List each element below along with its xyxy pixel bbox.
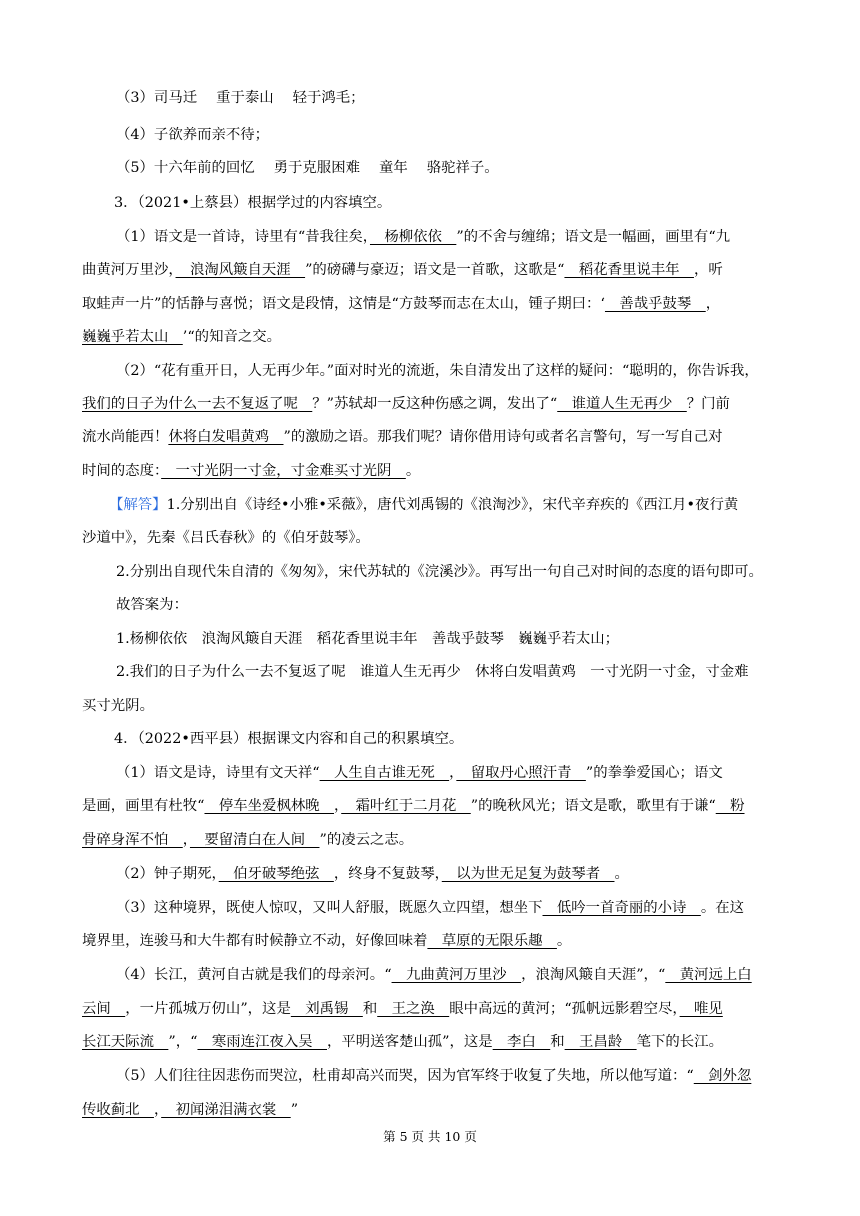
line-text: 和 bbox=[550, 1034, 565, 1050]
fill-blank-answer: 要留清白在人间 bbox=[189, 832, 320, 848]
text-line bbox=[0, 994, 723, 1024]
text-line bbox=[0, 322, 281, 352]
page-footer: 第 5 页 共 10 页 bbox=[383, 1129, 477, 1144]
line-text: （2）钟子期死， bbox=[116, 866, 219, 882]
line-text: 1.杨柳依依 浪淘风簸自天涯 稻花香里说丰年 善哉乎鼓琴 巍巍乎若太山； bbox=[116, 631, 620, 647]
line-text: ”的不舍与缠绵；语文是一幅画，画里有“九 bbox=[456, 229, 731, 245]
fill-blank-answer: 粉 bbox=[715, 798, 745, 814]
line-text: ，浪淘风簸自天涯”，“ bbox=[521, 967, 666, 983]
text-line bbox=[0, 422, 723, 452]
line-text: （5）十六年前的回忆 勇于克服困难 童年 骆驼祥子。 bbox=[116, 160, 499, 176]
line-text: 曲黄河万里沙， bbox=[82, 262, 176, 278]
line-text: 流水尚能西！ bbox=[82, 429, 169, 445]
answer-line bbox=[0, 490, 738, 520]
fill-blank-answer: 巍巍乎若太山 bbox=[82, 329, 183, 345]
fill-blank-answer: 停车坐爱枫林晚 bbox=[204, 798, 335, 814]
line-text: 。 bbox=[405, 463, 421, 479]
line-text: ，一片孤城万仞山”，这是 bbox=[125, 1001, 291, 1017]
fill-blank-answer: 唯见 bbox=[679, 1001, 723, 1017]
fill-blank-answer: 低吟一首奇丽的小诗 bbox=[542, 900, 701, 916]
line-text: 。 bbox=[614, 866, 629, 882]
line-text: 沙道中》，先秦《吕氏春秋》的《伯牙鼓琴》。 bbox=[82, 530, 370, 546]
line-text: （5）人们往往因悲伤而哭泣，杜甫却高兴而哭，因为官军终于收复了失地，所以他写道：“ bbox=[116, 1068, 694, 1084]
line-text: ，听 bbox=[693, 262, 723, 278]
line-text: ” bbox=[290, 1102, 299, 1118]
line-text: ”的凌云之志。 bbox=[319, 832, 414, 848]
fill-blank-answer: 云间 bbox=[82, 1001, 126, 1017]
line-text: 境界里，连骏马和大牛都有时候静立不动，好像回味着 bbox=[82, 933, 428, 949]
fill-blank-answer: 以为世无足复为鼓琴者 bbox=[441, 866, 615, 882]
text-line bbox=[0, 691, 154, 721]
fill-blank-answer: 杨柳依依 bbox=[369, 229, 457, 245]
line-text: （1）语文是诗，诗里有文天祥“ bbox=[116, 765, 320, 781]
fill-blank-answer: 善哉乎鼓琴 bbox=[604, 296, 706, 312]
text-line bbox=[0, 791, 745, 821]
text-line bbox=[0, 657, 749, 687]
fill-blank-answer: 寒雨连江夜入吴 bbox=[197, 1034, 327, 1050]
line-text: 笔下的长江。 bbox=[636, 1034, 723, 1050]
line-text: 2.分别出自现代朱自清的《匆匆》，宋代苏轼的《浣溪沙》。再写出一句自己对时间的态度的语句即可。 bbox=[116, 564, 763, 580]
line-text: （4）长江，黄河自古就是我们的母亲河。“ bbox=[116, 967, 392, 983]
text-line bbox=[0, 120, 269, 150]
fill-blank-answer: 伯牙破琴绝弦 bbox=[218, 866, 334, 882]
fill-blank-answer: 休将白发唱黄鸡 bbox=[168, 429, 284, 445]
fill-blank-answer: 草原的无限乐趣 bbox=[427, 933, 557, 949]
line-text: （4）子欲养而亲不待； bbox=[116, 127, 270, 143]
line-text: ， bbox=[182, 832, 190, 848]
fill-blank-answer: 一寸光阴一寸金，寸金难买寸光阴 bbox=[161, 463, 406, 479]
line-text: 时间的态度： bbox=[82, 463, 162, 479]
line-text: 眼中高远的黄河；“孤帆远影碧空尽， bbox=[449, 1001, 680, 1017]
text-line bbox=[0, 557, 763, 587]
line-text: ？门前 bbox=[686, 396, 730, 412]
text-line bbox=[0, 222, 730, 252]
answer-tag: 【解答】 bbox=[109, 497, 167, 513]
text-line bbox=[0, 1095, 298, 1125]
fill-blank-answer: 王昌龄 bbox=[564, 1034, 637, 1050]
line-text: ？”苏轼却一反这种伤感之调，发出了“ bbox=[312, 396, 558, 412]
line-text: 买寸光阴。 bbox=[82, 698, 154, 714]
fill-blank-answer: 黄河远上白 bbox=[665, 967, 752, 983]
text-line bbox=[0, 960, 752, 990]
line-text: 。 bbox=[556, 933, 572, 949]
text-line bbox=[0, 389, 730, 419]
line-text: （1）语文是一首诗，诗里有“昔我往矣， bbox=[116, 229, 370, 245]
line-text: ，终身不复鼓琴， bbox=[333, 866, 442, 882]
line-text: ’“的知音之交。 bbox=[182, 329, 282, 345]
line-text: ”的磅礴与豪迈；语文是一首歌，这歌是“ bbox=[305, 262, 565, 278]
fill-blank-answer: 刘禹锡 bbox=[290, 1001, 363, 1017]
fill-blank-answer: 传收蓟北 bbox=[82, 1102, 154, 1118]
fill-blank-answer: 人生自古谁无死 bbox=[319, 765, 450, 781]
fill-blank-answer: 霜叶红于二月花 bbox=[341, 798, 471, 814]
line-text: 故答案为： bbox=[116, 597, 188, 613]
text-line bbox=[0, 456, 420, 486]
line-text: 1.分别出自《诗经•小雅•采薇》，唐代刘禹锡的《浪淘沙》，宋代辛弃疾的《西江月•夜行黄 bbox=[166, 497, 739, 513]
text-line bbox=[0, 893, 744, 923]
text-line bbox=[0, 590, 188, 620]
text-line bbox=[0, 825, 413, 855]
line-text: 取蛙声一片”的恬静与喜悦；语文是段情，这情是“方鼓琴而志在太山，锺子期曰：‘ bbox=[82, 296, 605, 312]
line-text: ， bbox=[705, 296, 721, 312]
fill-blank-answer: 骨碎身浑不怕 bbox=[82, 832, 183, 848]
line-text: 。在这 bbox=[700, 900, 744, 916]
question-3-heading bbox=[0, 188, 391, 218]
text-line bbox=[0, 255, 723, 285]
fill-blank-answer: 我们的日子为什么一去不复返了呢 bbox=[82, 396, 313, 412]
text-line bbox=[0, 289, 720, 319]
heading-text: 4．（2022•西平县）根据课文内容和自己的积累填空。 bbox=[114, 731, 464, 747]
line-text: 2.我们的日子为什么一去不复返了呢 谁道人生无再少 休将白发唱黄鸡 一寸光阴一寸金，寸金难 bbox=[116, 664, 749, 680]
line-text: ”，“ bbox=[168, 1034, 198, 1050]
question-4-heading bbox=[0, 724, 463, 754]
line-text: ， bbox=[153, 1102, 162, 1118]
fill-blank-answer: 剑外忽 bbox=[693, 1068, 752, 1084]
text-line bbox=[0, 1061, 751, 1091]
fill-blank-answer: 九曲黄河万里沙 bbox=[391, 967, 522, 983]
text-line bbox=[0, 153, 499, 183]
line-text: （2）“花有重开日，人无再少年。”面对时光的流逝，朱自清发出了这样的疑问：“聪明的，你告诉我， bbox=[116, 363, 759, 379]
fill-blank-answer: 初闻涕泪满衣裳 bbox=[161, 1102, 291, 1118]
fill-blank-answer: 留取丹心照汗青 bbox=[456, 765, 586, 781]
fill-blank-answer: 稻花香里说丰年 bbox=[564, 262, 694, 278]
fill-blank-answer: 浪淘风簸自天涯 bbox=[175, 262, 306, 278]
fill-blank-answer: 王之涣 bbox=[377, 1001, 450, 1017]
text-line bbox=[0, 859, 629, 889]
text-line bbox=[0, 624, 619, 654]
fill-blank-answer: 长江天际流 bbox=[82, 1034, 169, 1050]
line-text: （3）司马迁 重于泰山 轻于鸿毛； bbox=[116, 90, 365, 106]
line-text: ， bbox=[449, 765, 457, 781]
line-text: （3）这种境界，既使人惊叹，又叫人舒服，既愿久立四望，想坐下 bbox=[116, 900, 543, 916]
text-line bbox=[0, 1027, 723, 1057]
line-text: ”的拳拳爱国心；语文 bbox=[585, 765, 723, 781]
line-text: 和 bbox=[362, 1001, 378, 1017]
text-line bbox=[0, 356, 759, 386]
line-text: 是画，画里有杜牧“ bbox=[82, 798, 205, 814]
fill-blank-answer: 谁道人生无再少 bbox=[557, 396, 687, 412]
line-text: ， bbox=[334, 798, 342, 814]
line-text: ，平明送客楚山孤”，这是 bbox=[327, 1034, 493, 1050]
text-line bbox=[0, 83, 365, 113]
line-text: ”的激励之语。那我们呢？请你借用诗句或者名言警句，写一写自己对 bbox=[283, 429, 723, 445]
fill-blank-answer: 李白 bbox=[492, 1034, 551, 1050]
text-line bbox=[0, 926, 571, 956]
heading-text: 3．（2021•上蔡县）根据学过的内容填空。 bbox=[114, 195, 392, 211]
text-line bbox=[0, 758, 723, 788]
text-line bbox=[0, 523, 370, 553]
line-text: ”的晚秋风光；语文是歌，歌里有于谦“ bbox=[470, 798, 716, 814]
